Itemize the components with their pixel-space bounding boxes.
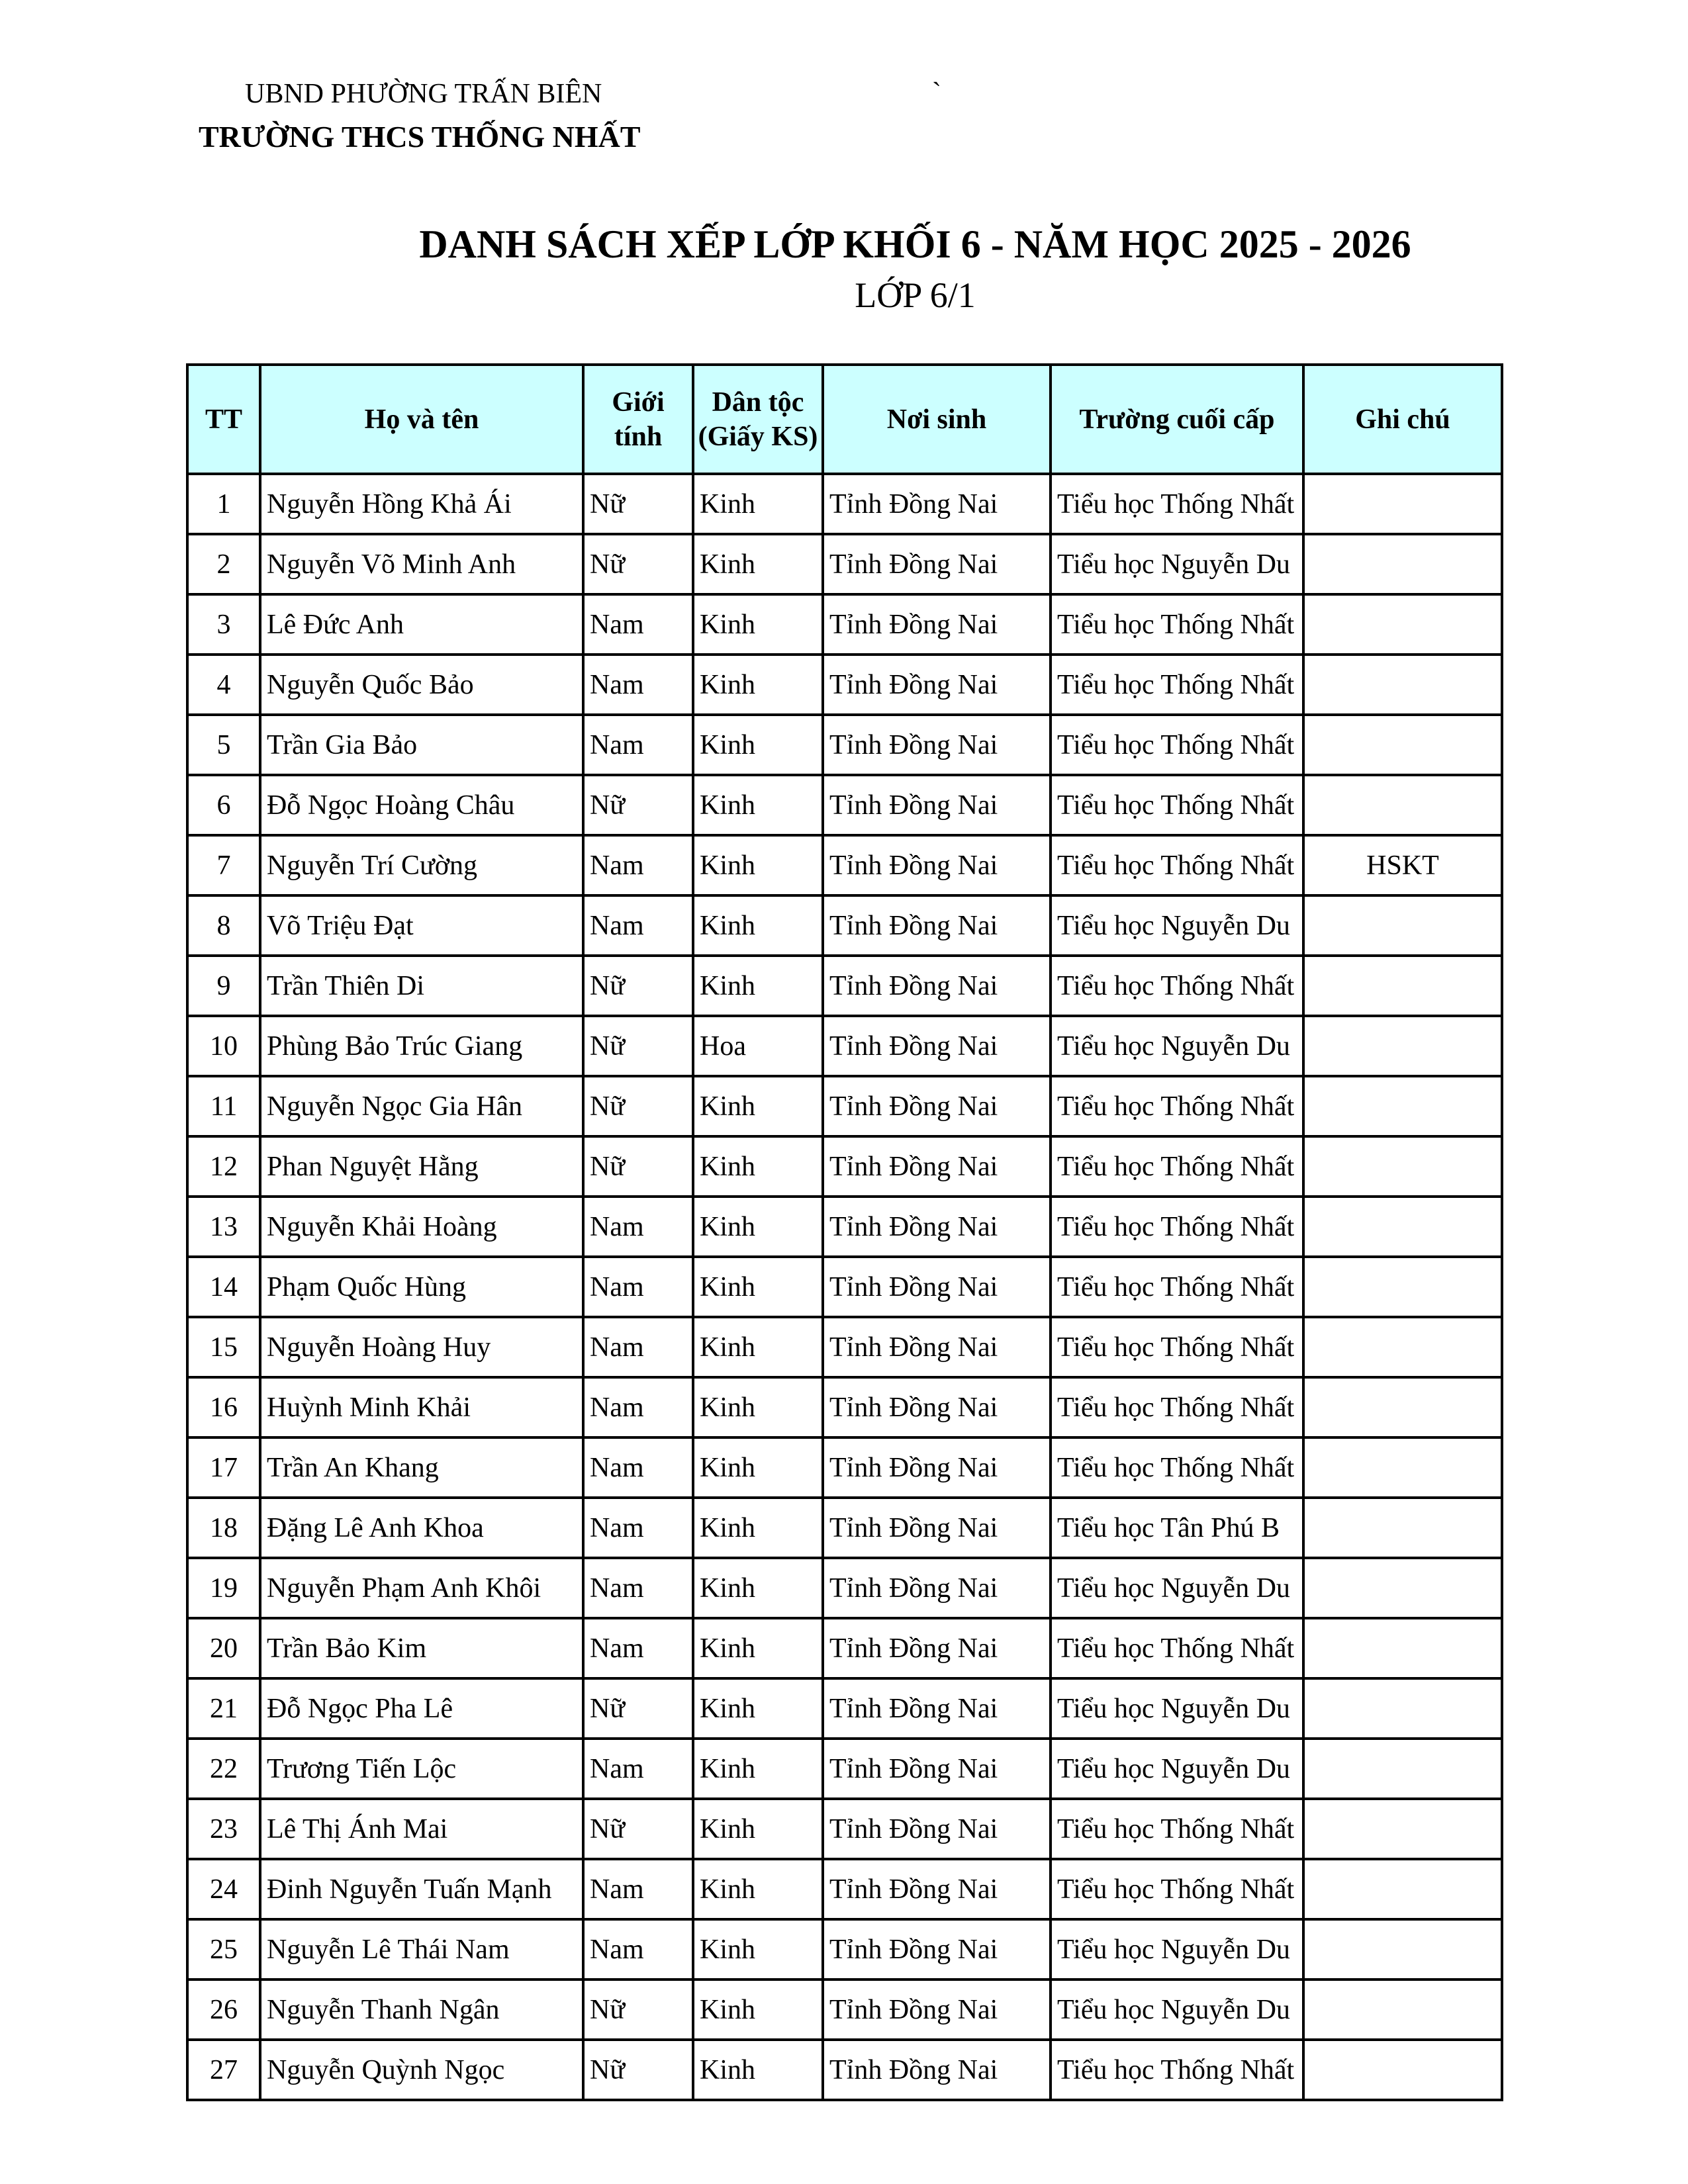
col-header-tt: TT [187, 365, 260, 474]
cell-ethnicity: Kinh [693, 1739, 823, 1799]
cell-ethnicity: Kinh [693, 1076, 823, 1136]
cell-name: Nguyễn Khải Hoàng [260, 1197, 583, 1257]
cell-note [1303, 534, 1502, 594]
cell-note [1303, 474, 1502, 534]
cell-gender: Nam [583, 1317, 693, 1377]
table-row [187, 534, 1502, 594]
cell-name: Nguyễn Hồng Khả Ái [260, 474, 583, 534]
cell-name: Phùng Bảo Trúc Giang [260, 1016, 583, 1076]
cell-note [1303, 895, 1502, 956]
table-row [187, 1799, 1502, 1859]
cell-name: Nguyễn Trí Cường [260, 835, 583, 895]
class-roster-table [186, 363, 1503, 2101]
table-row [187, 655, 1502, 715]
table-row [187, 835, 1502, 895]
table-row [187, 1257, 1502, 1317]
cell-last-school: Tiểu học Thống Nhất [1051, 1197, 1303, 1257]
cell-birthplace: Tỉnh Đồng Nai [823, 1618, 1051, 1678]
cell-tt: 1 [187, 474, 260, 534]
cell-gender: Nam [583, 835, 693, 895]
document-title: DANH SÁCH XẾP LỚP KHỐI 6 - NĂM HỌC 2025 - 2026 [419, 222, 1411, 266]
cell-name: Nguyễn Quốc Bảo [260, 655, 583, 715]
cell-gender: Nam [583, 1437, 693, 1498]
cell-note [1303, 1437, 1502, 1498]
cell-tt: 9 [187, 956, 260, 1016]
table-row [187, 715, 1502, 775]
cell-ethnicity: Kinh [693, 1136, 823, 1197]
cell-last-school: Tiểu học Tân Phú B [1051, 1498, 1303, 1558]
cell-ethnicity: Kinh [693, 2040, 823, 2100]
cell-ethnicity: Kinh [693, 1979, 823, 2040]
class-title: LỚP 6/1 [855, 275, 976, 315]
cell-name: Nguyễn Phạm Anh Khôi [260, 1558, 583, 1618]
cell-tt: 5 [187, 715, 260, 775]
cell-note [1303, 1377, 1502, 1437]
cell-note [1303, 1979, 1502, 2040]
cell-tt: 11 [187, 1076, 260, 1136]
cell-birthplace: Tỉnh Đồng Nai [823, 715, 1051, 775]
cell-name: Phạm Quốc Hùng [260, 1257, 583, 1317]
cell-note [1303, 715, 1502, 775]
cell-gender: Nam [583, 1919, 693, 1979]
cell-note [1303, 1859, 1502, 1919]
cell-note [1303, 1257, 1502, 1317]
cell-note [1303, 1136, 1502, 1197]
cell-note [1303, 1016, 1502, 1076]
cell-note [1303, 1739, 1502, 1799]
cell-tt: 12 [187, 1136, 260, 1197]
cell-note [1303, 2040, 1502, 2100]
cell-gender: Nam [583, 1558, 693, 1618]
table-row [187, 1558, 1502, 1618]
table-row [187, 474, 1502, 534]
cell-ethnicity: Kinh [693, 775, 823, 835]
cell-tt: 22 [187, 1739, 260, 1799]
table-row [187, 1437, 1502, 1498]
cell-gender: Nữ [583, 1678, 693, 1739]
cell-birthplace: Tỉnh Đồng Nai [823, 2040, 1051, 2100]
cell-ethnicity: Kinh [693, 1558, 823, 1618]
cell-gender: Nam [583, 1498, 693, 1558]
table-row [187, 1919, 1502, 1979]
cell-name: Đinh Nguyễn Tuấn Mạnh [260, 1859, 583, 1919]
cell-name: Lê Đức Anh [260, 594, 583, 655]
cell-name: Đỗ Ngọc Pha Lê [260, 1678, 583, 1739]
cell-last-school: Tiểu học Thống Nhất [1051, 1257, 1303, 1317]
cell-note [1303, 1498, 1502, 1558]
cell-tt: 2 [187, 534, 260, 594]
cell-note [1303, 775, 1502, 835]
cell-last-school: Tiểu học Nguyễn Du [1051, 895, 1303, 956]
table-row [187, 895, 1502, 956]
cell-birthplace: Tỉnh Đồng Nai [823, 1076, 1051, 1136]
cell-birthplace: Tỉnh Đồng Nai [823, 1919, 1051, 1979]
cell-birthplace: Tỉnh Đồng Nai [823, 1498, 1051, 1558]
cell-birthplace: Tỉnh Đồng Nai [823, 1739, 1051, 1799]
cell-gender: Nữ [583, 1016, 693, 1076]
cell-gender: Nữ [583, 1979, 693, 2040]
cell-ethnicity: Kinh [693, 895, 823, 956]
cell-name: Trần Thiên Di [260, 956, 583, 1016]
cell-ethnicity: Kinh [693, 1799, 823, 1859]
cell-birthplace: Tỉnh Đồng Nai [823, 895, 1051, 956]
cell-gender: Nam [583, 1377, 693, 1437]
cell-name: Nguyễn Võ Minh Anh [260, 534, 583, 594]
cell-birthplace: Tỉnh Đồng Nai [823, 534, 1051, 594]
cell-name: Đặng Lê Anh Khoa [260, 1498, 583, 1558]
cell-birthplace: Tỉnh Đồng Nai [823, 594, 1051, 655]
cell-birthplace: Tỉnh Đồng Nai [823, 1257, 1051, 1317]
stray-mark: ` [932, 77, 941, 108]
cell-name: Nguyễn Thanh Ngân [260, 1979, 583, 2040]
cell-name: Huỳnh Minh Khải [260, 1377, 583, 1437]
cell-note [1303, 1678, 1502, 1739]
cell-note [1303, 1618, 1502, 1678]
cell-last-school: Tiểu học Nguyễn Du [1051, 1558, 1303, 1618]
cell-ethnicity: Kinh [693, 1618, 823, 1678]
cell-last-school: Tiểu học Thống Nhất [1051, 1437, 1303, 1498]
cell-note [1303, 1076, 1502, 1136]
cell-tt: 24 [187, 1859, 260, 1919]
cell-ethnicity: Kinh [693, 1678, 823, 1739]
cell-gender: Nam [583, 1859, 693, 1919]
cell-last-school: Tiểu học Thống Nhất [1051, 1859, 1303, 1919]
table-row [187, 2040, 1502, 2100]
cell-ethnicity: Kinh [693, 835, 823, 895]
table-row [187, 1016, 1502, 1076]
cell-name: Nguyễn Ngọc Gia Hân [260, 1076, 583, 1136]
cell-birthplace: Tỉnh Đồng Nai [823, 1799, 1051, 1859]
cell-name: Trần An Khang [260, 1437, 583, 1498]
cell-tt: 4 [187, 655, 260, 715]
cell-name: Nguyễn Lê Thái Nam [260, 1919, 583, 1979]
cell-tt: 16 [187, 1377, 260, 1437]
cell-last-school: Tiểu học Thống Nhất [1051, 775, 1303, 835]
cell-ethnicity: Kinh [693, 1377, 823, 1437]
school-name: TRƯỜNG THCS THỐNG NHẤT [199, 120, 641, 154]
cell-gender: Nam [583, 1739, 693, 1799]
table-row [187, 1678, 1502, 1739]
cell-ethnicity: Kinh [693, 1197, 823, 1257]
cell-tt: 19 [187, 1558, 260, 1618]
cell-ethnicity: Hoa [693, 1016, 823, 1076]
cell-note [1303, 1197, 1502, 1257]
cell-gender: Nam [583, 655, 693, 715]
cell-last-school: Tiểu học Thống Nhất [1051, 1076, 1303, 1136]
cell-gender: Nữ [583, 474, 693, 534]
table-row [187, 1498, 1502, 1558]
cell-gender: Nữ [583, 2040, 693, 2100]
cell-tt: 27 [187, 2040, 260, 2100]
cell-ethnicity: Kinh [693, 1257, 823, 1317]
cell-tt: 7 [187, 835, 260, 895]
cell-birthplace: Tỉnh Đồng Nai [823, 474, 1051, 534]
cell-last-school: Tiểu học Thống Nhất [1051, 835, 1303, 895]
cell-tt: 26 [187, 1979, 260, 2040]
table-row [187, 775, 1502, 835]
cell-tt: 18 [187, 1498, 260, 1558]
cell-last-school: Tiểu học Nguyễn Du [1051, 1919, 1303, 1979]
cell-birthplace: Tỉnh Đồng Nai [823, 1437, 1051, 1498]
cell-tt: 10 [187, 1016, 260, 1076]
col-header-gender: Giới tính [583, 365, 693, 474]
cell-name: Phan Nguyệt Hằng [260, 1136, 583, 1197]
cell-birthplace: Tỉnh Đồng Nai [823, 1678, 1051, 1739]
cell-note [1303, 1558, 1502, 1618]
cell-tt: 23 [187, 1799, 260, 1859]
table-row [187, 1739, 1502, 1799]
table-row [187, 1979, 1502, 2040]
cell-last-school: Tiểu học Nguyễn Du [1051, 534, 1303, 594]
table-row [187, 1136, 1502, 1197]
col-header-birthplace: Nơi sinh [823, 365, 1051, 474]
cell-tt: 13 [187, 1197, 260, 1257]
cell-gender: Nam [583, 1257, 693, 1317]
cell-last-school: Tiểu học Nguyễn Du [1051, 1016, 1303, 1076]
cell-ethnicity: Kinh [693, 1919, 823, 1979]
cell-last-school: Tiểu học Nguyễn Du [1051, 1678, 1303, 1739]
cell-note: HSKT [1303, 835, 1502, 895]
cell-birthplace: Tỉnh Đồng Nai [823, 1136, 1051, 1197]
table-header [187, 365, 1502, 474]
cell-tt: 21 [187, 1678, 260, 1739]
cell-name: Võ Triệu Đạt [260, 895, 583, 956]
col-header-ethnicity: Dân tộc (Giấy KS) [693, 365, 823, 474]
cell-birthplace: Tỉnh Đồng Nai [823, 1558, 1051, 1618]
cell-last-school: Tiểu học Thống Nhất [1051, 2040, 1303, 2100]
cell-gender: Nữ [583, 1799, 693, 1859]
cell-name: Đỗ Ngọc Hoàng Châu [260, 775, 583, 835]
cell-tt: 17 [187, 1437, 260, 1498]
cell-ethnicity: Kinh [693, 655, 823, 715]
cell-gender: Nữ [583, 956, 693, 1016]
cell-name: Trần Gia Bảo [260, 715, 583, 775]
table-row [187, 1377, 1502, 1437]
cell-last-school: Tiểu học Nguyễn Du [1051, 1979, 1303, 2040]
col-header-name: Họ và tên [260, 365, 583, 474]
cell-birthplace: Tỉnh Đồng Nai [823, 835, 1051, 895]
cell-last-school: Tiểu học Thống Nhất [1051, 1317, 1303, 1377]
cell-gender: Nữ [583, 1136, 693, 1197]
cell-gender: Nữ [583, 534, 693, 594]
cell-gender: Nam [583, 1618, 693, 1678]
cell-name: Lê Thị Ánh Mai [260, 1799, 583, 1859]
cell-tt: 14 [187, 1257, 260, 1317]
cell-gender: Nam [583, 715, 693, 775]
cell-last-school: Tiểu học Thống Nhất [1051, 594, 1303, 655]
cell-note [1303, 1919, 1502, 1979]
cell-ethnicity: Kinh [693, 534, 823, 594]
cell-birthplace: Tỉnh Đồng Nai [823, 1016, 1051, 1076]
table-row [187, 1197, 1502, 1257]
cell-name: Trương Tiến Lộc [260, 1739, 583, 1799]
table-row [187, 1859, 1502, 1919]
cell-name: Nguyễn Hoàng Huy [260, 1317, 583, 1377]
cell-note [1303, 655, 1502, 715]
cell-ethnicity: Kinh [693, 1859, 823, 1919]
table-row [187, 956, 1502, 1016]
cell-gender: Nữ [583, 1076, 693, 1136]
cell-last-school: Tiểu học Nguyễn Du [1051, 1739, 1303, 1799]
cell-last-school: Tiểu học Thống Nhất [1051, 715, 1303, 775]
table-row [187, 594, 1502, 655]
cell-ethnicity: Kinh [693, 474, 823, 534]
authority-name: UBND PHƯỜNG TRẤN BIÊN [245, 79, 602, 109]
cell-last-school: Tiểu học Thống Nhất [1051, 1799, 1303, 1859]
cell-note [1303, 956, 1502, 1016]
cell-birthplace: Tỉnh Đồng Nai [823, 956, 1051, 1016]
table-row [187, 1076, 1502, 1136]
cell-ethnicity: Kinh [693, 1317, 823, 1377]
cell-tt: 25 [187, 1919, 260, 1979]
cell-last-school: Tiểu học Thống Nhất [1051, 1377, 1303, 1437]
cell-tt: 8 [187, 895, 260, 956]
table-row [187, 1618, 1502, 1678]
cell-ethnicity: Kinh [693, 956, 823, 1016]
cell-birthplace: Tỉnh Đồng Nai [823, 1377, 1051, 1437]
cell-name: Nguyễn Quỳnh Ngọc [260, 2040, 583, 2100]
cell-name: Trần Bảo Kim [260, 1618, 583, 1678]
cell-ethnicity: Kinh [693, 1437, 823, 1498]
table-row [187, 1317, 1502, 1377]
cell-last-school: Tiểu học Thống Nhất [1051, 1136, 1303, 1197]
cell-tt: 20 [187, 1618, 260, 1678]
cell-ethnicity: Kinh [693, 1498, 823, 1558]
cell-last-school: Tiểu học Thống Nhất [1051, 1618, 1303, 1678]
cell-birthplace: Tỉnh Đồng Nai [823, 1197, 1051, 1257]
cell-gender: Nữ [583, 775, 693, 835]
cell-birthplace: Tỉnh Đồng Nai [823, 1979, 1051, 2040]
cell-ethnicity: Kinh [693, 715, 823, 775]
cell-last-school: Tiểu học Thống Nhất [1051, 956, 1303, 1016]
col-header-note: Ghi chú [1303, 365, 1502, 474]
cell-birthplace: Tỉnh Đồng Nai [823, 655, 1051, 715]
table-body [187, 474, 1502, 2100]
cell-last-school: Tiểu học Thống Nhất [1051, 474, 1303, 534]
cell-gender: Nam [583, 895, 693, 956]
cell-note [1303, 1799, 1502, 1859]
cell-gender: Nam [583, 1197, 693, 1257]
col-header-last-school: Trường cuối cấp [1051, 365, 1303, 474]
cell-last-school: Tiểu học Thống Nhất [1051, 655, 1303, 715]
cell-birthplace: Tỉnh Đồng Nai [823, 1859, 1051, 1919]
cell-tt: 15 [187, 1317, 260, 1377]
cell-note [1303, 594, 1502, 655]
cell-tt: 3 [187, 594, 260, 655]
cell-birthplace: Tỉnh Đồng Nai [823, 1317, 1051, 1377]
cell-tt: 6 [187, 775, 260, 835]
cell-ethnicity: Kinh [693, 594, 823, 655]
cell-gender: Nam [583, 594, 693, 655]
cell-note [1303, 1317, 1502, 1377]
cell-birthplace: Tỉnh Đồng Nai [823, 775, 1051, 835]
